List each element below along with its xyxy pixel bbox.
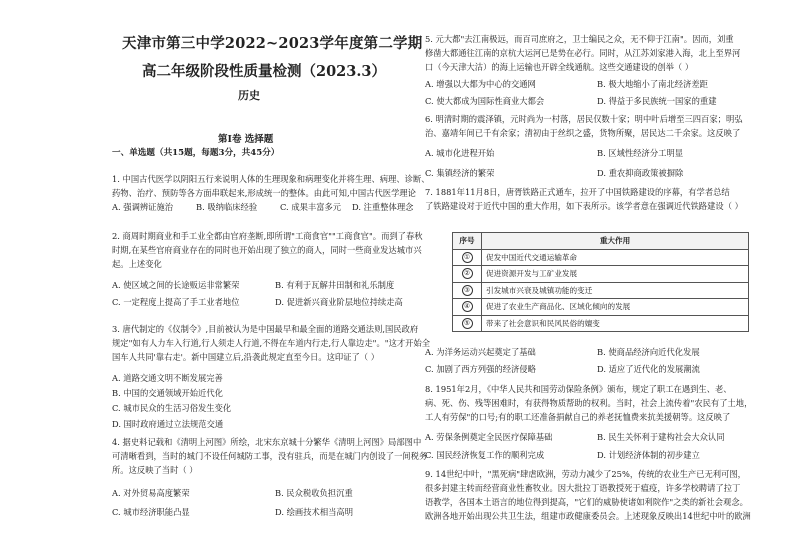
question-text-line: 很多封建主转而经营商业性畜牧业。因大批拉丁语教授死于瘟疫，许多学校聘请了拉丁 (425, 483, 741, 493)
answer-option[interactable]: A. 为洋务运动兴起奠定了基础 (425, 347, 536, 357)
row-number: ② (462, 268, 473, 279)
answer-option[interactable]: D. 绘画技术相当高明 (275, 507, 354, 517)
question-text-line: 病、死、伤、残等困难时，有获得物质帮助的权利。当时，社会上流传着"农民有了土地， (425, 398, 753, 408)
question-text-line: 9. 14世纪中叶，"黑死病"肆虐欧洲，劳动力减少了25%，传统的农业生产已无利可图， (425, 469, 746, 479)
table-cell-no (453, 249, 482, 266)
table-cell-effect: 带来了社会意识和民风民俗的嬗变 (482, 315, 749, 332)
table-header-effect: 重大作用 (482, 233, 749, 250)
answer-option[interactable]: D. 注重整体理念 (352, 202, 414, 212)
answer-option[interactable]: B. 区域性经济分工明显 (597, 148, 684, 158)
table-cell-no (453, 266, 482, 283)
question-text-line: 口（今天津大沽）的海上运输也开辟全线通航。这些交通建设的创举（ ） (425, 62, 694, 72)
row-number: ④ (462, 301, 473, 312)
answer-option[interactable]: B. 使商品经济向近代化发展 (597, 347, 700, 357)
answer-option[interactable]: B. 民众税收负担沉重 (275, 488, 353, 498)
answer-option[interactable]: C. 城市经济职能凸显 (112, 507, 190, 517)
answer-option[interactable]: A. 增强以大都为中心的交通网 (425, 79, 536, 89)
answer-option[interactable]: B. 有利于瓦解井田制和礼乐制度 (275, 280, 395, 290)
answer-option[interactable]: D. 计划经济体制的初步建立 (597, 450, 700, 460)
section-heading: 一、单选题（共15题，每题3分，共45分） (112, 148, 280, 158)
question-text-line: 语教学，各国本土语言的地位得到提高，"它们的威胁使诸如利院作"之类的新社会观念。 (425, 497, 748, 507)
question-text-line: 2. 商周时期商业和手工业全都由官府垄断,即所谓"工商食官""工商食官"。而到了春秋 (112, 231, 423, 241)
exam-title-line2: 高二年级阶段性质量检测（2023.3） (142, 63, 386, 80)
answer-option[interactable]: D. 促进新兴商业阶层地位持续走高 (275, 297, 403, 307)
answer-option[interactable]: A. 强调辨证施治 (112, 202, 174, 212)
table-cell-effect: 引发城市兴衰及城镇功能的变迁 (482, 282, 749, 299)
answer-option[interactable]: D. 重农抑商政策被摒除 (597, 168, 684, 178)
question-text-line: 了铁路建设对于近代中国的重大作用，如下表所示。该学者意在强调近代铁路建设（ ） (425, 201, 743, 211)
answer-option[interactable]: D. 适应了近代化的发展潮流 (597, 364, 700, 374)
answer-option[interactable]: B. 中国的交通领域开始近代化 (112, 388, 223, 398)
table-cell-no (453, 282, 482, 299)
table-cell-effect: 促进资源开发与工矿业发展 (482, 266, 749, 283)
answer-option[interactable]: A. 使区域之间的长途贩运非常繁荣 (112, 280, 240, 290)
row-number: ① (462, 252, 473, 263)
question-text-line: 时期,在某些官府商业存在的同时也开始出现了独立的商人，同时一些商业发达城市兴 (112, 245, 422, 255)
answer-option[interactable]: A. 对外贸易高度繁荣 (112, 488, 190, 498)
table-header-row (453, 233, 749, 250)
question-text-line: 8. 1951年2月，《中华人民共和国劳动保险条例》颁布，规定了职工在遇到生、老、 (425, 384, 732, 394)
question-text-line: 所。这反映了当时（ ） (112, 465, 198, 475)
answer-option[interactable]: A. 劳保条例奠定全民医疗保障基础 (425, 432, 553, 442)
question-text-line: 可清晰看到，当时的城门不设任何城防工事，没有驻兵，而是在城门内创设了一间税务 (112, 451, 428, 461)
answer-option[interactable]: C. 一定程度上提高了手工业者地位 (112, 297, 240, 307)
answer-option[interactable]: C. 集镇经济的繁荣 (425, 168, 495, 178)
question-text-line: 7. 1881年11月8日，唐胥铁路正式通车，拉开了中国铁路建设的序幕，有学者总结 (425, 187, 730, 197)
answer-option[interactable]: C. 成果丰富多元 (280, 202, 342, 212)
table-cell-effect: 促进了农业生产商品化、区域化倾向的发展 (482, 299, 749, 316)
question-text-line: 治、嘉靖年间已千有余家；清初由于丝织之盛，货物所聚，居民达二千余家。这反映了 (425, 128, 741, 138)
question-text-line: 国车人共同'靠右走'。新中国建立后,沿袭此规定直至今日。这印证了（ ） (112, 352, 380, 362)
answer-option[interactable]: C. 国民经济恢复工作的顺利完成 (425, 450, 545, 460)
table-row (453, 266, 749, 283)
answer-option[interactable]: D. 国时政府通过立法规范交通 (112, 419, 224, 429)
question-text-line: 欧洲各地开始出现公共卫生法，组建市政健康委员会。上述现象反映出14世纪中叶的欧洲 (425, 511, 751, 521)
table-row (453, 282, 749, 299)
question-text-line: 6. 明清时期的震泽镇，元时尚为一村落，居民仅数十家；明中叶后增至三四百家；明弘 (425, 114, 743, 124)
table-row (453, 299, 749, 316)
answer-option[interactable]: A. 道路交通文明不断发展完善 (112, 373, 223, 383)
answer-option[interactable]: B. 民生关怀利于建构社会大众认同 (597, 432, 725, 442)
question-text-line: 规定"如有人力车入行道,行人须走人行道,不得在车道内行走,行人靠边走"。"这才开始全 (112, 338, 431, 348)
question-text-line: 4. 据史料记载和《清明上河图》所绘，北宋东京城十分繁华《清明上河图》局部图中 (112, 437, 422, 447)
question-text-line: 5. 元大都"去江南极远，而百司庶府之，卫士编民之众，无不仰于江南"。因而，刘重 (425, 34, 734, 44)
table-header-no: 序号 (453, 233, 482, 250)
exam-title-line1: 天津市第三中学2022~2023学年度第二学期 (122, 35, 423, 52)
answer-option[interactable]: C. 加剧了西方列强的经济侵略 (425, 364, 536, 374)
question-text-line: 3. 唐代制定的《仪制令》,目前被认为是中国最早和最全面的道路交通法则,国民政府 (112, 324, 419, 334)
question-text-line: 修凿大都通往江南的京杭大运河已是势在必行。同时，从江苏刘家港入海，北上至界河 (425, 48, 741, 58)
table-cell-no (453, 315, 482, 332)
question-text-line: 1. 中国古代医学以阴阳五行来说明人体的生理现象和病理变化并将生理、病理、诊断、 (112, 174, 430, 184)
question-text-line: 起。上述变化 (112, 259, 162, 269)
answer-option[interactable]: B. 极大地缩小了南北经济差距 (597, 79, 708, 89)
answer-option[interactable]: A. 城市化进程开始 (425, 148, 495, 158)
row-number: ⑤ (462, 318, 473, 329)
question-text-line: 工人有劳保"的口号;有的职工还准备捐献自己的养老抚恤费来抗美援朝等。这反映了 (425, 412, 731, 422)
answer-option[interactable]: C. 使大都成为国际性商业大都会 (425, 96, 545, 106)
railway-effects-table (452, 232, 749, 332)
subject-title: 历史 (238, 89, 260, 102)
table-row (453, 249, 749, 266)
question-text-line: 药物、治疗、预防等各方面串联起来,形成统一的整体。由此可知,中国古代医学理论 (112, 188, 416, 198)
row-number: ③ (462, 285, 473, 296)
table-cell-effect: 促发中国近代交通运输革命 (482, 249, 749, 266)
table-cell-no (453, 299, 482, 316)
table-row (453, 315, 749, 332)
volume-heading: 第Ⅰ卷 选择题 (218, 134, 274, 145)
answer-option[interactable]: C. 城市民众的生活习俗发生变化 (112, 403, 232, 413)
answer-option[interactable]: D. 得益于多民族统一国家的重建 (597, 96, 717, 106)
answer-option[interactable]: B. 吸纳临床经验 (196, 202, 258, 212)
